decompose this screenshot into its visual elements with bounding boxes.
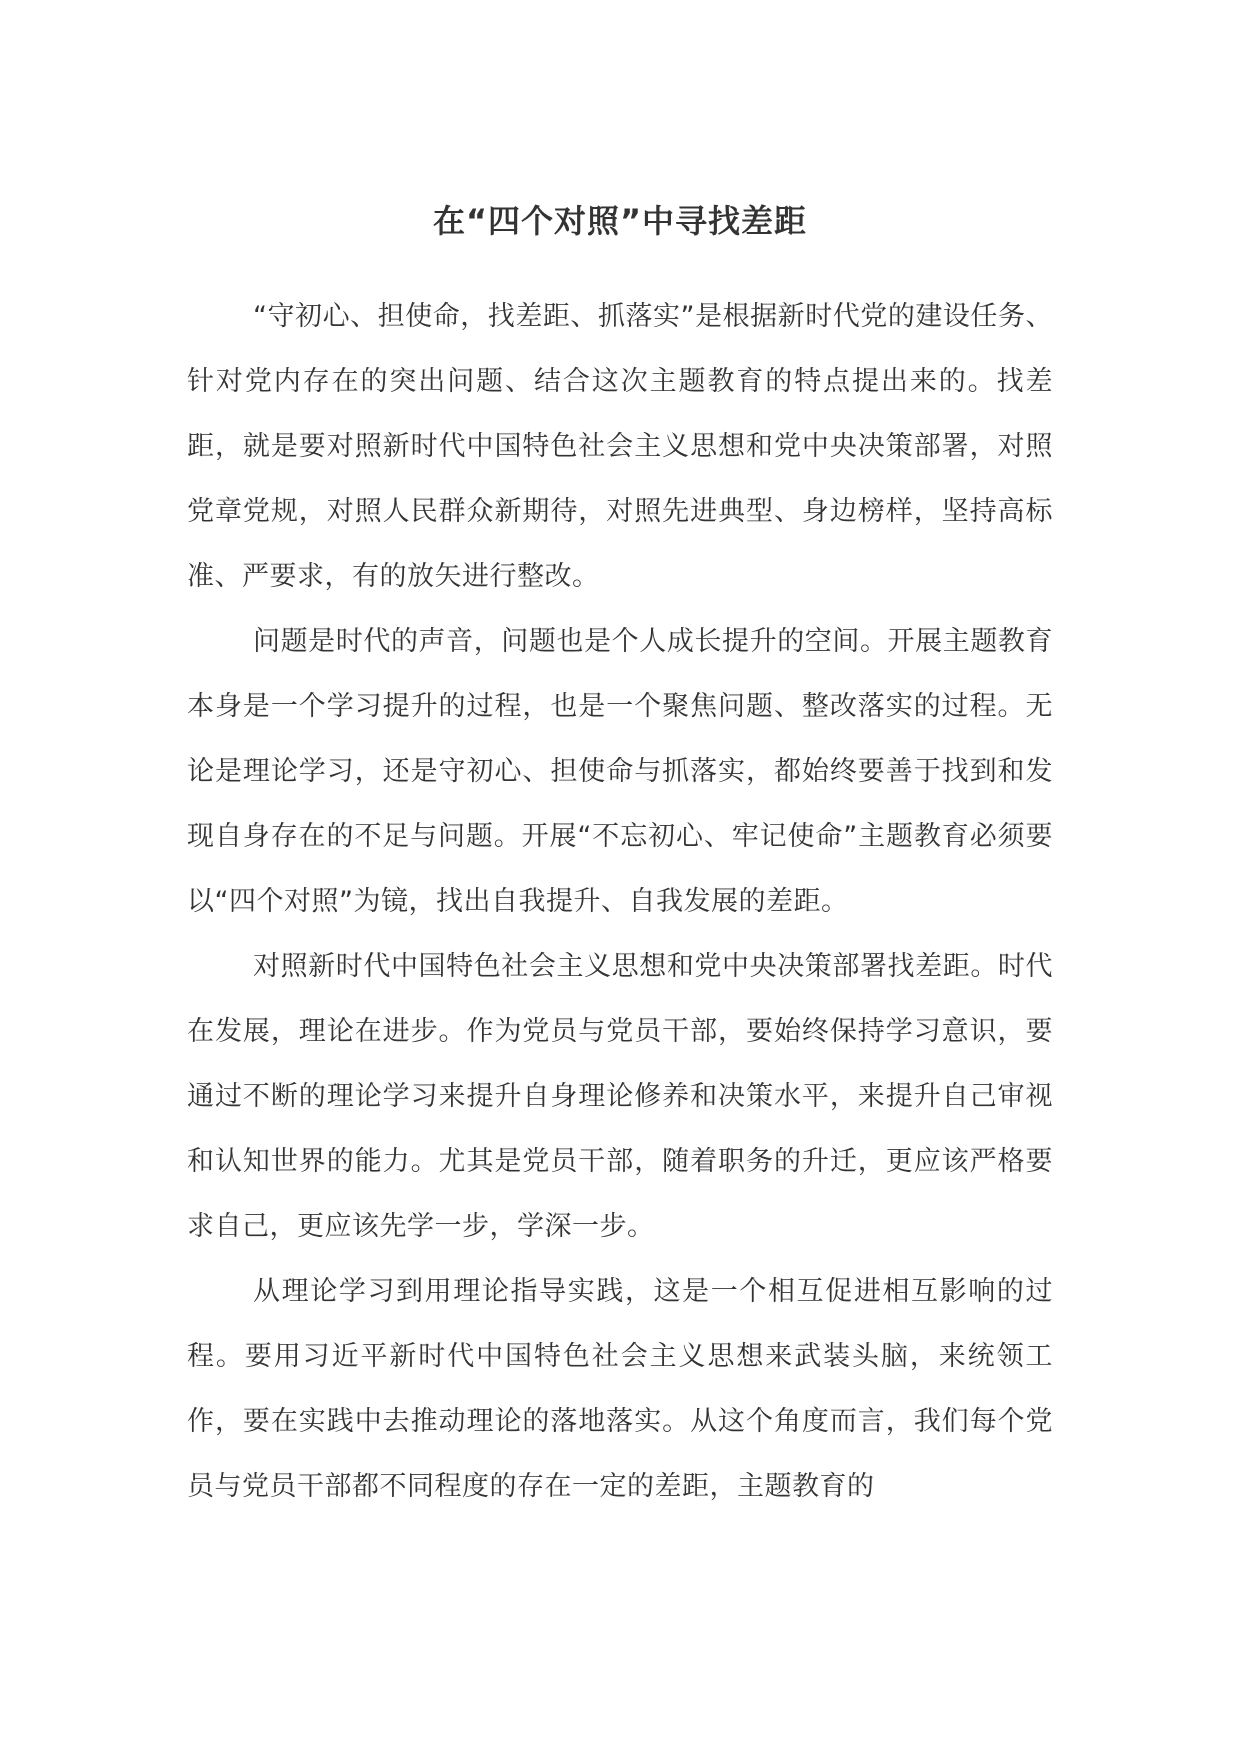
paragraph-1: “守初心、担使命，找差距、抓落实”是根据新时代党的建设任务、针对党内存在的突出问题、结合这次主题教育的特点提出来的。找差距，就是要对照新时代中国特色社会主义思想和党中央决策部署，对照党章党规，对照人民群众新期待，对照先进典型、身边榜样，坚持高标准、严要求，有的放矢进行整改。 <box>187 301 1053 592</box>
paragraph-2: 问题是时代的声音，问题也是个人成长提升的空间。开展主题教育本身是一个学习提升的过程，也是一个聚焦问题、整改落实的过程。无论是理论学习，还是守初心、担使命与抓落实，都始终要善于找到和发现自身存在的不足与问题。开展“不忘初心、牢记使命”主题教育必须要以“四个对照”为镜，找出自我提升、自我发展的差距。 <box>187 626 1053 917</box>
paragraph-4: 从理论学习到用理论指导实践，这是一个相互促进相互影响的过程。要用习近平新时代中国特色社会主义思想来武装头脑，来统领工作，要在实践中去推动理论的落地落实。从这个角度而言，我们每个党员与党员干部都不同程度的存在一定的差距，主题教育的 <box>187 1276 1053 1502</box>
document-body <box>187 284 1053 1519</box>
document-title: 在“四个对照”中寻找差距 <box>432 202 808 240</box>
paragraph-3: 对照新时代中国特色社会主义思想和党中央决策部署找差距。时代在发展，理论在进步。作为党员与党员干部，要始终保持学习意识，要通过不断的理论学习来提升自身理论修养和决策水平，来提升自己审视和认知世界的能力。尤其是党员干部，随着职务的升迁，更应该严格要求自己，更应该先学一步，学深一步。 <box>187 951 1053 1242</box>
